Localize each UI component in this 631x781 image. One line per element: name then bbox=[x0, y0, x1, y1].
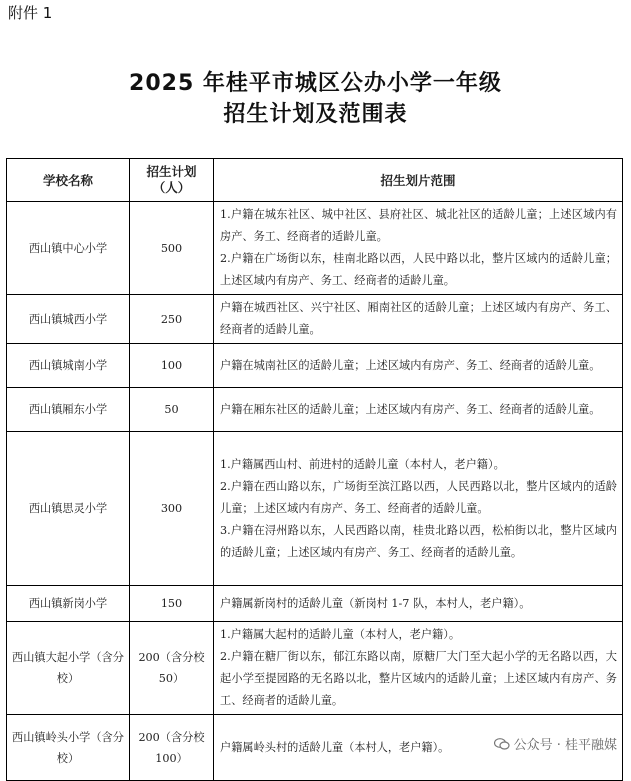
enrollment-plan-cell: 150 bbox=[130, 586, 214, 622]
watermark-text: 公众号 · 桂平融媒 bbox=[513, 738, 617, 753]
attachment-label: 附件 1 bbox=[8, 4, 53, 22]
enrollment-scope-cell bbox=[214, 432, 623, 586]
school-name-cell: 西山镇城南小学 bbox=[7, 344, 130, 388]
table-header-row bbox=[7, 159, 623, 202]
scope-item: 户籍属岭头村的适龄儿童（本村人，老户籍）。 bbox=[220, 740, 450, 754]
scope-item: 户籍在厢东社区的适龄儿童；上述区域内有房产、务工、经商者的适龄儿童。 bbox=[220, 402, 601, 416]
enrollment-plan-cell: 200（含分校 50） bbox=[130, 622, 214, 715]
title-line-2: 招生计划及范围表 bbox=[223, 102, 408, 127]
enrollment-plan-cell: 300 bbox=[130, 432, 214, 586]
enrollment-scope-cell bbox=[214, 586, 623, 622]
table-row bbox=[7, 202, 623, 295]
scope-item: 1.户籍属西山村、前进村的适龄儿童（本村人，老户籍）。 bbox=[220, 457, 505, 471]
enrollment-scope-cell bbox=[214, 622, 623, 715]
scope-item: 户籍在城南社区的适龄儿童；上述区域内有房产、务工、经商者的适龄儿童。 bbox=[220, 358, 601, 372]
school-name-cell: 西山镇大起小学（含分校） bbox=[7, 622, 130, 715]
header-school-name: 学校名称 bbox=[7, 159, 130, 202]
enrollment-scope-cell bbox=[214, 344, 623, 388]
title-line-1: 2025 年桂平市城区公办小学一年级 bbox=[129, 71, 502, 96]
table-row bbox=[7, 344, 623, 388]
header-enrollment-scope: 招生划片范围 bbox=[214, 159, 623, 202]
enrollment-scope-cell bbox=[214, 388, 623, 432]
header-enrollment-plan: 招生计划（人） bbox=[130, 159, 214, 202]
table-row bbox=[7, 586, 623, 622]
scope-item: 2.户籍在西山路以东，广场街至滨江路以西，人民西路以北，整片区域内的适龄儿童；上述区域内有房产、务工、经商者的适龄儿童。 bbox=[220, 479, 617, 515]
enrollment-plan-cell: 50 bbox=[130, 388, 214, 432]
scope-item: 户籍在城西社区、兴宁社区、厢南社区的适龄儿童；上述区域内有房产、务工、经商者的适龄儿童。 bbox=[220, 301, 617, 336]
school-name-cell: 西山镇厢东小学 bbox=[7, 388, 130, 432]
scope-item: 3.户籍在浔州路以东，人民西路以南，桂贵北路以西，松柏街以北，整片区域内的适龄儿童；上述区域内有房产、务工、经商者的适龄儿童。 bbox=[220, 523, 617, 559]
school-name-cell: 西山镇中心小学 bbox=[7, 202, 130, 295]
wechat-watermark bbox=[490, 732, 621, 755]
scope-item: 1.户籍属大起村的适龄儿童（本村人，老户籍）。 bbox=[220, 628, 461, 641]
wechat-icon bbox=[494, 738, 510, 750]
enrollment-plan-cell: 250 bbox=[130, 295, 214, 344]
scope-item: 1.户籍在城东社区、城中社区、县府社区、城北社区的适龄儿童；上述区域内有房产、务工、经商者的适龄儿童。 bbox=[220, 208, 617, 243]
document-title bbox=[0, 68, 631, 130]
enrollment-plan-cell: 200（含分校 100） bbox=[130, 715, 214, 781]
enrollment-scope-cell bbox=[214, 202, 623, 295]
table-row bbox=[7, 295, 623, 344]
school-name-cell: 西山镇岭头小学（含分校） bbox=[7, 715, 130, 781]
table-row bbox=[7, 622, 623, 715]
table-row bbox=[7, 388, 623, 432]
school-name-cell: 西山镇思灵小学 bbox=[7, 432, 130, 586]
school-name-cell: 西山镇城西小学 bbox=[7, 295, 130, 344]
enrollment-plan-cell: 100 bbox=[130, 344, 214, 388]
enrollment-table bbox=[6, 158, 623, 781]
school-name-cell: 西山镇新岗小学 bbox=[7, 586, 130, 622]
table-row bbox=[7, 432, 623, 586]
scope-item: 2.户籍在广场街以东，桂南北路以西，人民中路以北，整片区域内的适龄儿童；上述区域内有房产、务工、经商者的适龄儿童。 bbox=[220, 252, 617, 287]
enrollment-scope-cell bbox=[214, 295, 623, 344]
scope-item: 2.户籍在糖厂街以东，郁江东路以南，原糖厂大门至大起小学的无名路以西，大起小学至提园路的无名路以北，整片区域内的适龄儿童；上述区域内有房产、务工、经商者的适龄儿童。 bbox=[220, 650, 617, 707]
enrollment-plan-cell: 500 bbox=[130, 202, 214, 295]
scope-item: 户籍属新岗村的适龄儿童（新岗村 1-7 队，本村人，老户籍）。 bbox=[220, 596, 531, 610]
